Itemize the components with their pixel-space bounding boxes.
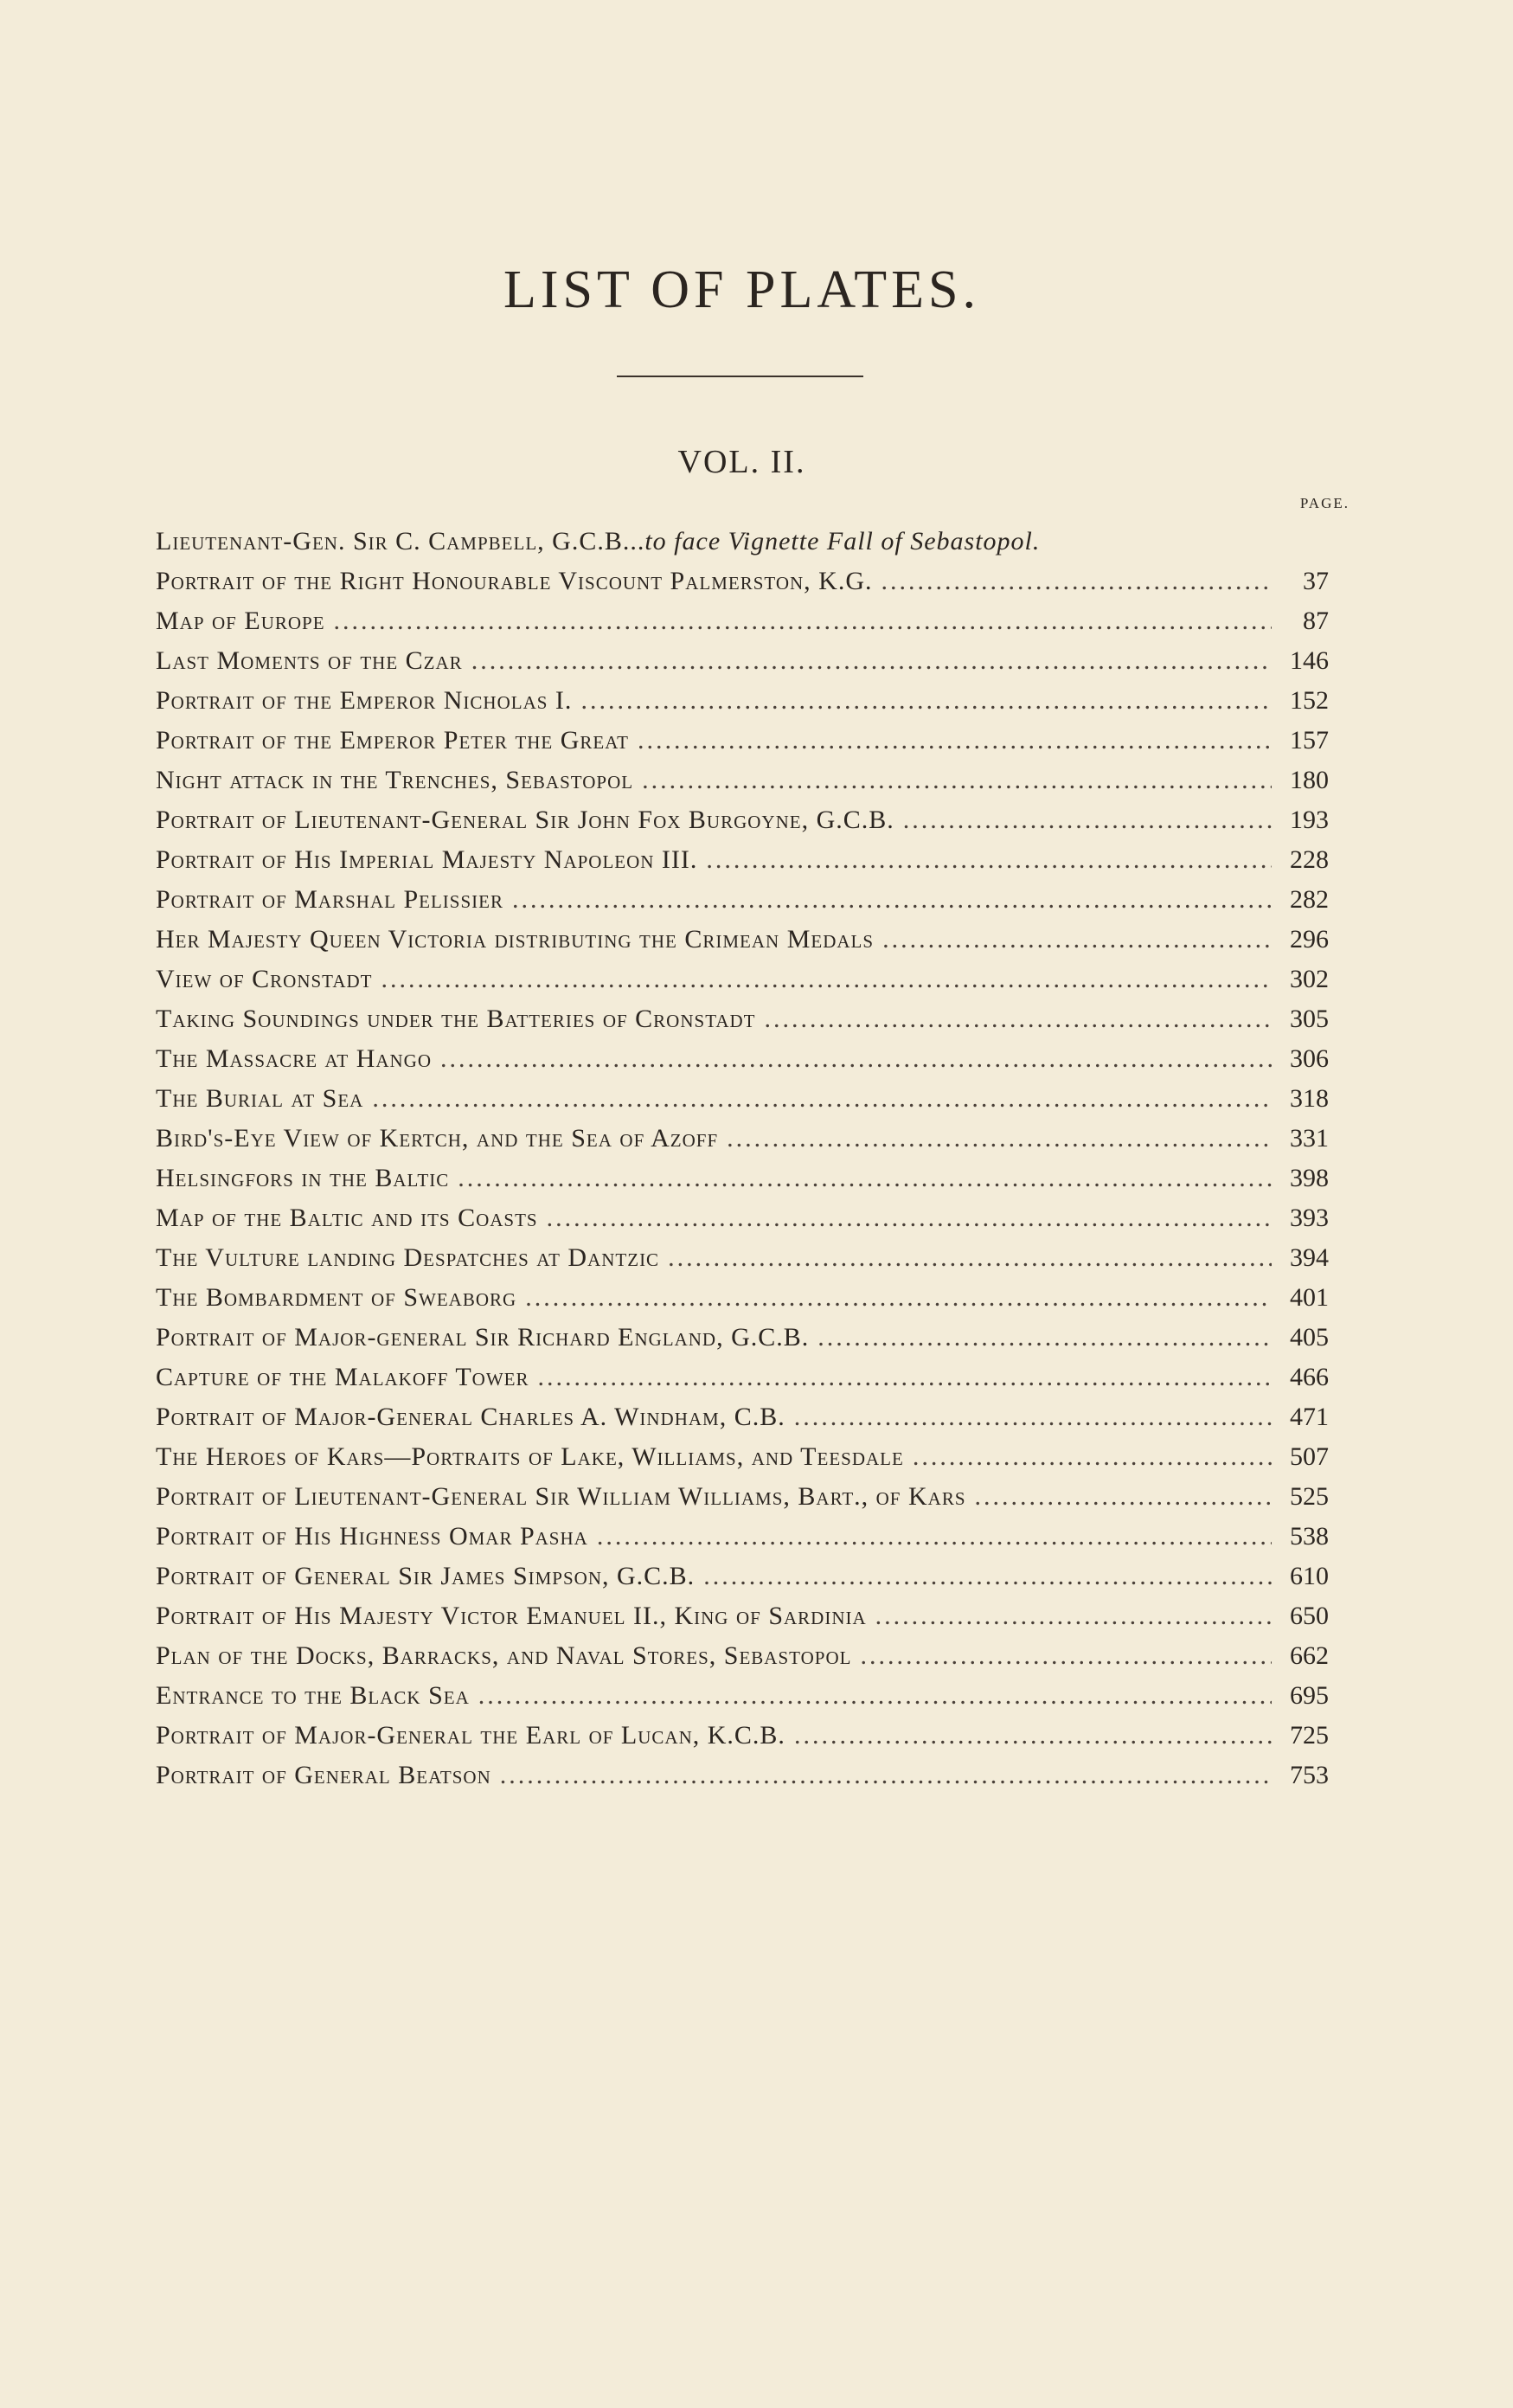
- plate-entry: [156, 1517, 1329, 1557]
- plate-page-number: 471: [1290, 1403, 1329, 1431]
- plate-entry: [156, 1079, 1329, 1119]
- plate-entry: [156, 920, 1329, 960]
- dot-leader: [882, 920, 1272, 960]
- plate-title: Portrait of General Sir James Simpson, G.C.B.: [156, 1562, 696, 1590]
- plate-page-number: 650: [1290, 1602, 1329, 1630]
- plate-title: Portrait of His Highness Omar Pasha: [156, 1522, 588, 1551]
- plate-page-number: 87: [1303, 607, 1329, 635]
- plate-entry: [156, 641, 1329, 681]
- plate-title: Portrait of Lieutenant-General Sir William Williams, Bart., of Kars: [156, 1482, 966, 1511]
- plate-page-number: 296: [1290, 925, 1329, 954]
- dot-leader: [706, 840, 1272, 880]
- dot-leader: [580, 681, 1272, 721]
- plate-title: View of Cronstadt: [156, 965, 373, 993]
- dot-leader: [642, 761, 1272, 800]
- plate-entry: [156, 1716, 1329, 1756]
- plate-page-number: 753: [1290, 1761, 1329, 1789]
- plate-entry: [156, 1278, 1329, 1318]
- plate-title: Portrait of the Right Honourable Viscount Palmerston, K.G.: [156, 567, 873, 595]
- plate-title: Portrait of Major-General the Earl of Lucan, K.C.B.: [156, 1721, 785, 1750]
- plate-entry: [156, 999, 1329, 1039]
- plate-title: Map of the Baltic and its Coasts: [156, 1204, 538, 1232]
- dot-leader: [381, 960, 1272, 999]
- plate-title: Plan of the Docks, Barracks, and Naval Stores, Sebastopol: [156, 1641, 852, 1670]
- plate-entry: [156, 1238, 1329, 1278]
- plate-page-number: 695: [1290, 1681, 1329, 1710]
- dot-leader: [882, 562, 1272, 601]
- plate-entry: [156, 1437, 1329, 1477]
- plate-page-number: 152: [1290, 686, 1329, 715]
- dot-leader: [794, 1716, 1272, 1756]
- plate-page-number: 538: [1290, 1522, 1329, 1551]
- plate-entry: [156, 1397, 1329, 1437]
- plate-title: Portrait of His Majesty Victor Emanuel II., King of Sardinia: [156, 1602, 867, 1630]
- dot-leader: [500, 1756, 1272, 1795]
- dot-leader: [668, 1238, 1272, 1278]
- plate-entry: [156, 1477, 1329, 1517]
- plate-page-number: 401: [1290, 1283, 1329, 1312]
- plate-page-number: 146: [1290, 646, 1329, 675]
- dot-leader: [512, 880, 1272, 920]
- plate-title: Bird's-Eye View of Kertch, and the Sea of Azoff: [156, 1124, 719, 1153]
- plate-title: Portrait of the Emperor Peter the Great: [156, 726, 629, 755]
- plate-entry: [156, 1596, 1329, 1636]
- plate-entry: [156, 880, 1329, 920]
- plate-entry: [156, 562, 1329, 601]
- plate-page-number: 331: [1290, 1124, 1329, 1153]
- plate-entry: [156, 800, 1329, 840]
- plate-page-number: 302: [1290, 965, 1329, 993]
- plate-entry: [156, 1318, 1329, 1358]
- plate-entry: [156, 960, 1329, 999]
- plate-title-note: to face Vignette Fall of Sebastopol.: [644, 527, 1041, 555]
- plate-title: Capture of the Malakoff Tower: [156, 1363, 529, 1391]
- plate-page-number: 193: [1290, 806, 1329, 834]
- page-title: LIST OF PLATES.: [503, 260, 980, 319]
- plate-entry: [156, 601, 1329, 641]
- plate-title: The Bombardment of Sweaborg: [156, 1283, 517, 1312]
- plate-entry: [156, 1119, 1329, 1159]
- plate-page-number: 157: [1290, 726, 1329, 755]
- dot-leader: [547, 1198, 1272, 1238]
- dot-leader: [703, 1557, 1272, 1596]
- plate-title: Portrait of Marshal Pelissier: [156, 885, 503, 914]
- plate-page-number: 507: [1290, 1442, 1329, 1471]
- plate-page-number: 725: [1290, 1721, 1329, 1750]
- plate-page-number: 306: [1290, 1044, 1329, 1073]
- plate-title: Portrait of His Imperial Majesty Napoleon III.: [156, 845, 698, 874]
- dot-leader: [903, 800, 1272, 840]
- plate-title: Portrait of Major-general Sir Richard England, G.C.B.: [156, 1323, 810, 1352]
- plate-title: Her Majesty Queen Victoria distributing the Crimean Medals: [156, 925, 875, 954]
- plate-entry: [156, 840, 1329, 880]
- plate-title: The Massacre at Hango: [156, 1044, 433, 1073]
- plate-title: The Vulture landing Despatches at Dantzic: [156, 1243, 660, 1272]
- plate-entry: [156, 1636, 1329, 1676]
- plate-title: The Heroes of Kars—Portraits of Lake, Williams, and Teesdale: [156, 1442, 904, 1471]
- volume-heading: VOL. II.: [677, 444, 806, 480]
- dot-leader: [913, 1437, 1272, 1477]
- plates-list: [156, 522, 1329, 1795]
- plate-title: The Burial at Sea: [156, 1084, 364, 1113]
- plate-entry: [156, 761, 1329, 800]
- plate-page-number: 466: [1290, 1363, 1329, 1391]
- plate-page-number: 394: [1290, 1243, 1329, 1272]
- plate-entry: [156, 681, 1329, 721]
- dot-leader: [471, 641, 1272, 681]
- plate-page-number: 405: [1290, 1323, 1329, 1352]
- dot-leader: [597, 1517, 1272, 1557]
- title-divider: [617, 376, 863, 377]
- plate-entry: [156, 1756, 1329, 1795]
- plate-entry: [156, 1198, 1329, 1238]
- plate-title: Portrait of General Beatson: [156, 1761, 491, 1789]
- plate-title: Last Moments of the Czar: [156, 646, 463, 675]
- plate-title: Portrait of Lieutenant-General Sir John Fox Burgoyne, G.C.B.: [156, 806, 894, 834]
- plate-entry: [156, 1676, 1329, 1716]
- dot-leader: [440, 1039, 1272, 1079]
- plate-title: Map of Europe: [156, 607, 325, 635]
- plate-entry: [156, 1358, 1329, 1397]
- plate-title: Entrance to the Black Sea: [156, 1681, 470, 1710]
- plate-page-number: 610: [1290, 1562, 1329, 1590]
- dot-leader: [817, 1318, 1272, 1358]
- plate-title: Night attack in the Trenches, Sebastopol: [156, 766, 634, 794]
- plate-title: Portrait of the Emperor Nicholas I.: [156, 686, 573, 715]
- plate-page-number: 393: [1290, 1204, 1329, 1232]
- plate-entry: [156, 1159, 1329, 1198]
- plate-page-number: 318: [1290, 1084, 1329, 1113]
- plate-page-number: 37: [1303, 567, 1329, 595]
- plate-entry: [156, 1557, 1329, 1596]
- dot-leader: [478, 1676, 1272, 1716]
- plate-entry: [156, 721, 1329, 761]
- plate-page-number: 228: [1290, 845, 1329, 874]
- dot-leader: [794, 1397, 1272, 1437]
- dot-leader: [875, 1596, 1272, 1636]
- page-column-label: PAGE.: [1299, 495, 1350, 511]
- dot-leader: [975, 1477, 1272, 1517]
- plate-title: Lieutenant-Gen. Sir C. Campbell, G.C.B...to face Vignette Fall of Sebastopol.: [156, 527, 1041, 555]
- plate-entry: [156, 522, 1329, 562]
- plate-page-number: 305: [1290, 1005, 1329, 1033]
- plate-page-number: 282: [1290, 885, 1329, 914]
- plate-title: Taking Soundings under the Batteries of Cronstadt: [156, 1005, 756, 1033]
- plate-page-number: 662: [1290, 1641, 1329, 1670]
- plate-title: Portrait of Major-General Charles A. Windham, C.B.: [156, 1403, 785, 1431]
- dot-leader: [860, 1636, 1272, 1676]
- plate-page-number: 180: [1290, 766, 1329, 794]
- dot-leader: [372, 1079, 1272, 1119]
- dot-leader: [638, 721, 1272, 761]
- plate-page-number: 398: [1290, 1164, 1329, 1192]
- plate-page-number: 525: [1290, 1482, 1329, 1511]
- plate-entry: [156, 1039, 1329, 1079]
- plate-title: Helsingfors in the Baltic: [156, 1164, 450, 1192]
- dot-leader: [334, 601, 1272, 641]
- dot-leader: [525, 1278, 1272, 1318]
- dot-leader: [765, 999, 1273, 1039]
- dot-leader: [458, 1159, 1272, 1198]
- dot-leader: [727, 1119, 1272, 1159]
- dot-leader: [537, 1358, 1272, 1397]
